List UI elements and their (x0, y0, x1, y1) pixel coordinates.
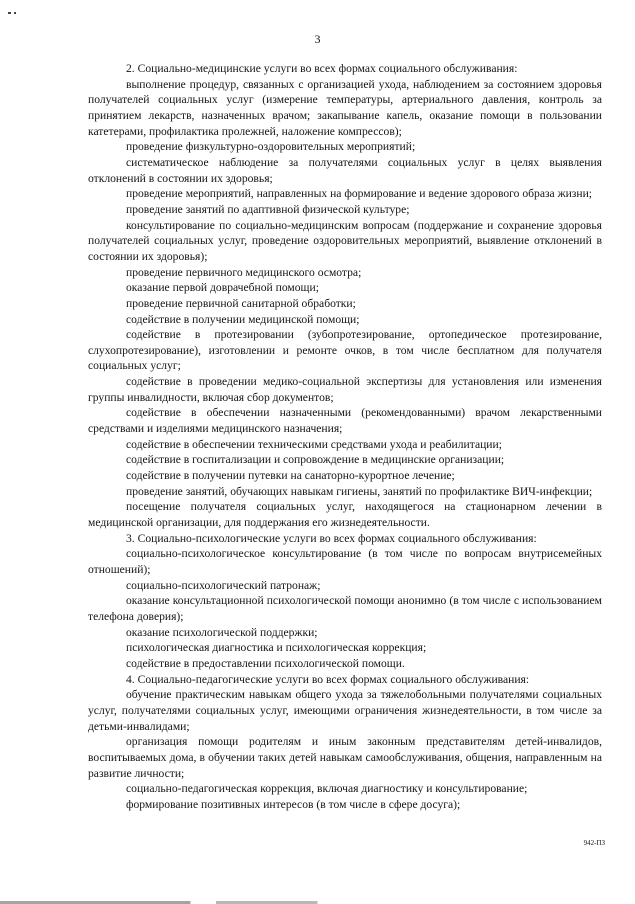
paragraph: содействие в проведении медико-социальной экспертизы для установления или изменения группы инвалидности, включая сбор документов; (88, 375, 602, 404)
paragraph: 4. Социально-педагогические услуги во всех формах социального обслуживания: (126, 672, 530, 686)
paragraph: проведение мероприятий, направленных на формирование и ведение здорового образа жизни; (126, 187, 593, 201)
paragraph: выполнение процедур, связанных с организацией ухода, наблюдением за состоянием здоровья получателей социальных услуг (измерение температуры, артериального давления, контроль за принятием лекарств, назначенных врачом; закапывание капель, оказание помощи в пользовании катетерами, профилактика пролежней, наложение компрессов); (88, 77, 602, 138)
paragraph: 3. Социально-психологические услуги во всех формах социального обслуживания: (126, 531, 537, 545)
paragraph: содействие в получении медицинской помощи; (126, 312, 360, 326)
document-code: 942-ПЗ (583, 839, 605, 847)
paragraph: социально-психологическое консультирование (в том числе по вопросам внутрисемейных отношений); (88, 547, 602, 576)
paragraph: проведение занятий, обучающих навыкам гигиены, занятий по профилактике ВИЧ-инфекции; (126, 484, 593, 498)
paragraph: содействие в обеспечении техническими средствами ухода и реабилитации; (126, 437, 502, 451)
paragraph: содействие в обеспечении назначенными (рекомендованными) врачом лекарственными средствами и изделиями медицинского назначения; (88, 406, 602, 436)
document-body (88, 61, 602, 813)
paragraph: систематическое наблюдение за получателями социальных услуг в целях выявления отклонений в состоянии их здоровья; (88, 155, 602, 185)
paragraph: проведение первичной санитарной обработки; (126, 296, 356, 310)
paragraph: социально-педагогическая коррекция, включая диагностику и консультирование; (126, 782, 528, 796)
paragraph: оказание консультационной психологической помощи анонимно (в том числе с использованием телефона доверия); (88, 594, 602, 623)
paragraph: посещение получателя социальных услуг, находящегося на стационарном лечении в медицинской организации, для поддержания его жизнедеятельности. (88, 500, 602, 530)
paragraph: оказание психологической поддержки; (126, 625, 318, 639)
paragraph: 2. Социально-медицинские услуги во всех формах социального обслуживания: (126, 62, 518, 75)
paragraph: проведение занятий по адаптивной физической культуре; (126, 202, 410, 216)
paragraph: проведение первичного медицинского осмотра; (126, 265, 362, 279)
paragraph: обучение практическим навыкам общего ухода за тяжелобольными получателями социальных услуг, получателями социальных услуг, имеющими ограничения жизнедеятельности, в том числе за детьми-инвалидами; (88, 688, 602, 733)
paragraph: содействие в предоставлении психологической помощи. (126, 656, 405, 670)
paragraph: психологическая диагностика и психологическая коррекция; (126, 641, 427, 655)
paragraph: проведение физкультурно-оздоровительных мероприятий; (126, 140, 416, 154)
paragraph: содействие в госпитализации и сопровождение в медицинские организации; (126, 453, 505, 467)
scan-mark (14, 12, 16, 14)
paragraph: консультирование по социально-медицинским вопросам (поддержание и сохранение здоровья получателей социальных услуг, проведение оздоровительных мероприятий, выявление отклонений в состоянии их здоровья); (88, 218, 602, 263)
scan-mark (8, 12, 11, 14)
paragraph: содействие в протезировании (зубопротезирование, ортопедическое протезирование, слухопротезирование), изготовлении и ремонте очков, в том числе бесплатном для получателя социальных услуг; (88, 328, 602, 373)
paragraph: социально-психологический патронаж; (126, 578, 321, 592)
paragraph: организация помощи родителям и иным законным представителям детей-инвалидов, воспитываемых дома, в обучении таких детей навыкам самообслуживания, общения, направленным на развитие личности; (88, 735, 602, 780)
page-number: 3 (314, 32, 321, 46)
paragraph: формирование позитивных интересов (в том числе в сфере досуга); (126, 797, 461, 811)
paragraph: оказание первой доврачебной помощи; (126, 281, 319, 295)
paragraph: содействие в получении путевки на санаторно-курортное лечение; (126, 469, 455, 483)
